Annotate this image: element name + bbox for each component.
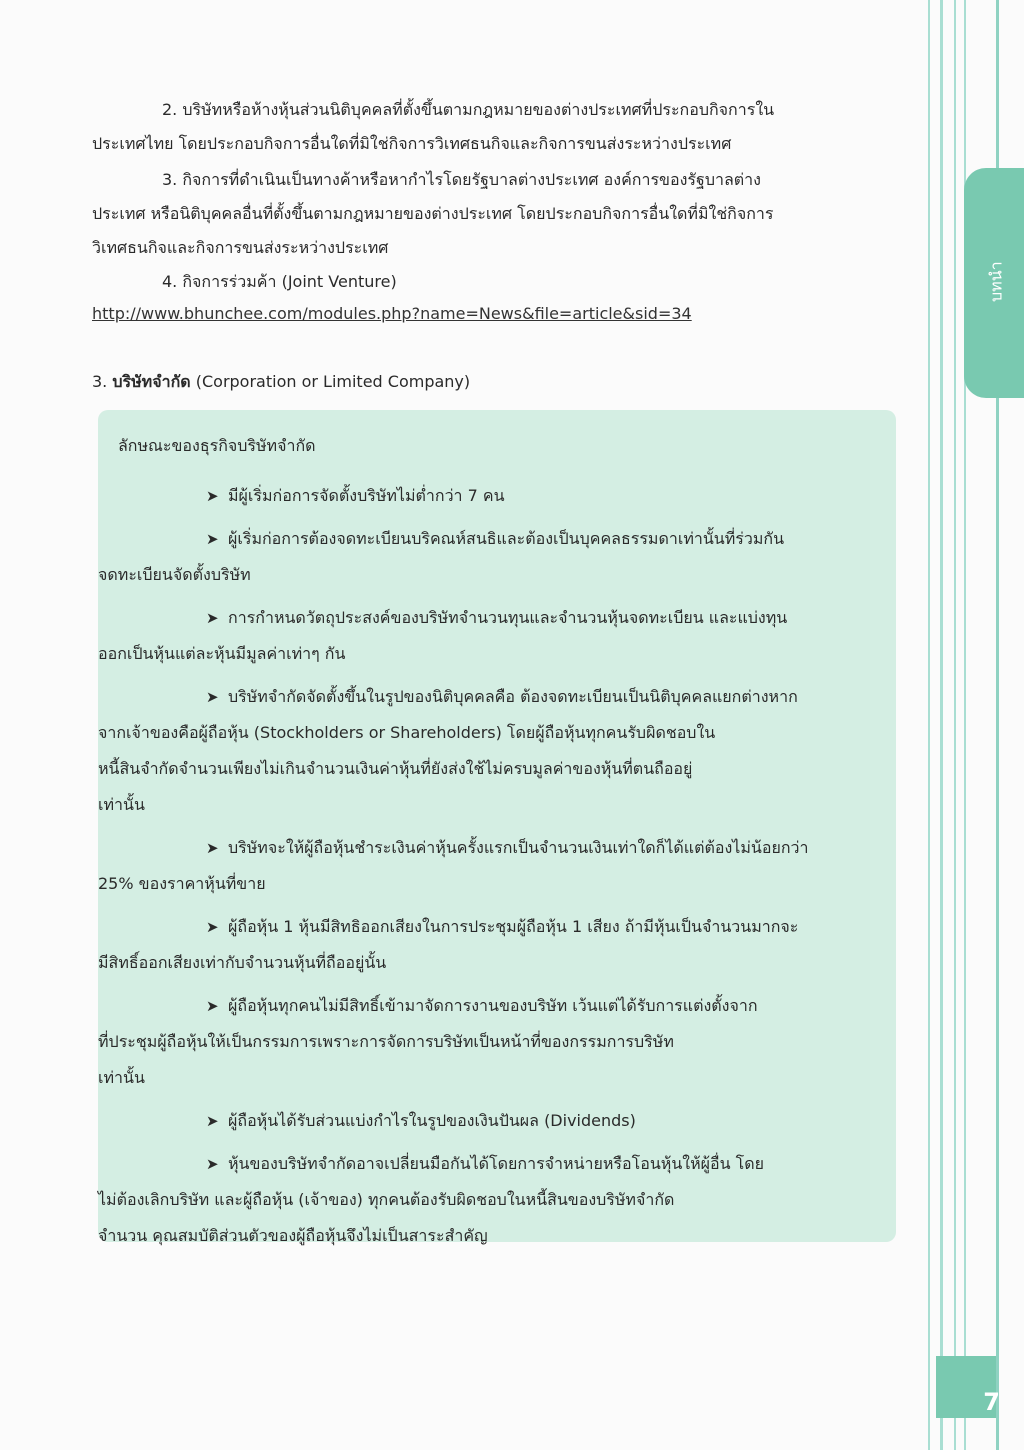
- bullet-item: [98, 909, 876, 981]
- decorative-line: [928, 0, 930, 1450]
- bullet-text: ผู้เริ่มก่อการต้องจดทะเบียนบริคณห์สนธิและต้องเป็นบุคคลธรรมดาเท่านั้นที่ร่วมกัน: [228, 529, 785, 548]
- bullet-text-continued: จากเจ้าของคือผู้ถือหุ้น (Stockholders or Shareholders) โดยผู้ถือหุ้นทุกคนรับผิดชอบใน: [98, 723, 716, 742]
- bullet-item: [98, 679, 876, 823]
- bullet-item: [98, 830, 876, 902]
- bullet-text-continued: ออกเป็นหุ้นแต่ละหุ้นมีมูลค่าเท่าๆ กัน: [98, 644, 346, 663]
- bullet-text-continued: เท่านั้น: [98, 1068, 145, 1087]
- bullet-item: [98, 988, 876, 1096]
- bullet-text: หุ้นของบริษัทจำกัดอาจเปลี่ยนมือกันได้โดยการจำหน่ายหรือโอนหุ้นให้ผู้อื่น โดย: [228, 1154, 764, 1173]
- bullet-text-continued: มีสิทธิ์ออกเสียงเท่ากับจำนวนหุ้นที่ถืออยู่นั้น: [98, 953, 387, 972]
- section-title-thai: บริษัทจำกัด: [112, 372, 191, 391]
- bullet-text-continued: ที่ประชุมผู้ถือหุ้นให้เป็นกรรมการเพราะการจัดการบริษัทเป็นหน้าที่ของกรรมการบริษัท: [98, 1032, 674, 1051]
- arrow-bullet-icon: ➤: [206, 487, 219, 505]
- intro-line: 3. กิจการที่ดำเนินเป็นทางค้าหรือหากำไรโดยรัฐบาลต่างประเทศ องค์การของรัฐบาลต่าง: [162, 170, 761, 189]
- intro-line: ประเทศไทย โดยประกอบกิจการอื่นใดที่มิใช่กิจการวิเทศธนกิจและกิจการขนส่งระหว่างประเทศ: [92, 134, 732, 153]
- bullet-text-continued: จำนวน คุณสมบัติส่วนตัวของผู้ถือหุ้นจึงไม่เป็นสาระสำคัญ: [98, 1226, 488, 1245]
- box-title: ลักษณะของธุรกิจบริษัทจำกัด: [118, 436, 316, 455]
- intro-line: วิเทศธนกิจและกิจการขนส่งระหว่างประเทศ: [92, 238, 389, 257]
- bullet-item: [206, 1103, 876, 1139]
- bullet-item: [98, 1146, 876, 1254]
- bullet-text: บริษัทจะให้ผู้ถือหุ้นชำระเงินค่าหุ้นครั้งแรกเป็นจำนวนเงินเท่าใดก็ได้แต่ต้องไม่น้อยกว่า: [228, 838, 809, 857]
- intro-line: 2. บริษัทหรือห้างหุ้นส่วนนิติบุคคลที่ตั้งขึ้นตามกฎหมายของต่างประเทศที่ประกอบกิจการใน: [162, 100, 775, 119]
- source-link[interactable]: http://www.bhunchee.com/modules.php?name=News&file=article&sid=34: [92, 304, 692, 323]
- intro-line: 4. กิจการร่วมค้า (Joint Venture): [162, 272, 397, 291]
- bullet-text-continued: จดทะเบียนจัดตั้งบริษัท: [98, 565, 251, 584]
- bullet-text: บริษัทจำกัดจัดตั้งขึ้นในรูปของนิติบุคคลคือ ต้องจดทะเบียนเป็นนิติบุคคลแยกต่างหาก: [228, 687, 798, 706]
- bullet-text: การกำหนดวัตถุประสงค์ของบริษัทจำนวนทุนและจำนวนหุ้นจดทะเบียน และแบ่งทุน: [228, 608, 788, 627]
- arrow-bullet-icon: ➤: [206, 918, 219, 936]
- section-heading: [92, 364, 470, 399]
- chapter-tab-label: บทนำ: [986, 261, 1006, 303]
- bullet-text: ผู้ถือหุ้นได้รับส่วนแบ่งกำไรในรูปของเงินปันผล (Dividends): [228, 1111, 636, 1130]
- bullet-text-continued: 25% ของราคาหุ้นที่ขาย: [98, 874, 266, 893]
- arrow-bullet-icon: ➤: [206, 997, 219, 1015]
- section-number: 3.: [92, 372, 108, 391]
- characteristics-box: [98, 410, 896, 1245]
- bullet-item: [98, 600, 876, 672]
- arrow-bullet-icon: ➤: [206, 1155, 219, 1173]
- bullet-item: [98, 521, 876, 593]
- arrow-bullet-icon: ➤: [206, 1112, 219, 1130]
- page-number: 7: [983, 1388, 1000, 1416]
- arrow-bullet-icon: ➤: [206, 839, 219, 857]
- bullet-text-continued: หนี้สินจำกัดจำนวนเพียงไม่เกินจำนวนเงินค่าหุ้นที่ยังส่งใช้ไม่ครบมูลค่าของหุ้นที่ตนถืออยู่: [98, 759, 693, 778]
- bullet-text: มีผู้เริ่มก่อการจัดตั้งบริษัทไม่ต่ำกว่า 7 คน: [228, 486, 505, 505]
- arrow-bullet-icon: ➤: [206, 530, 219, 548]
- bullet-text: ผู้ถือหุ้น 1 หุ้นมีสิทธิออกเสียงในการประชุมผู้ถือหุ้น 1 เสียง ถ้ามีหุ้นเป็นจำนวนมากจะ: [228, 917, 799, 936]
- bullet-item: [206, 478, 876, 514]
- intro-line: ประเทศ หรือนิติบุคคลอื่นที่ตั้งขึ้นตามกฎหมายของต่างประเทศ โดยประกอบกิจการอื่นใดที่มิใช่กิจการ: [92, 204, 774, 223]
- bullet-text-continued: ไม่ต้องเลิกบริษัท และผู้ถือหุ้น (เจ้าของ) ทุกคนต้องรับผิดชอบในหนี้สินของบริษัทจำกัด: [98, 1190, 675, 1209]
- bullet-text: ผู้ถือหุ้นทุกคนไม่มีสิทธิ์เข้ามาจัดการงานของบริษัท เว้นแต่ได้รับการแต่งตั้งจาก: [228, 996, 758, 1015]
- bullet-list: [98, 478, 876, 1261]
- decorative-line: [940, 0, 943, 1450]
- decorative-line: [954, 0, 956, 1450]
- bullet-text-continued: เท่านั้น: [98, 795, 145, 814]
- arrow-bullet-icon: ➤: [206, 609, 219, 627]
- section-title-english: (Corporation or Limited Company): [195, 372, 471, 391]
- arrow-bullet-icon: ➤: [206, 688, 219, 706]
